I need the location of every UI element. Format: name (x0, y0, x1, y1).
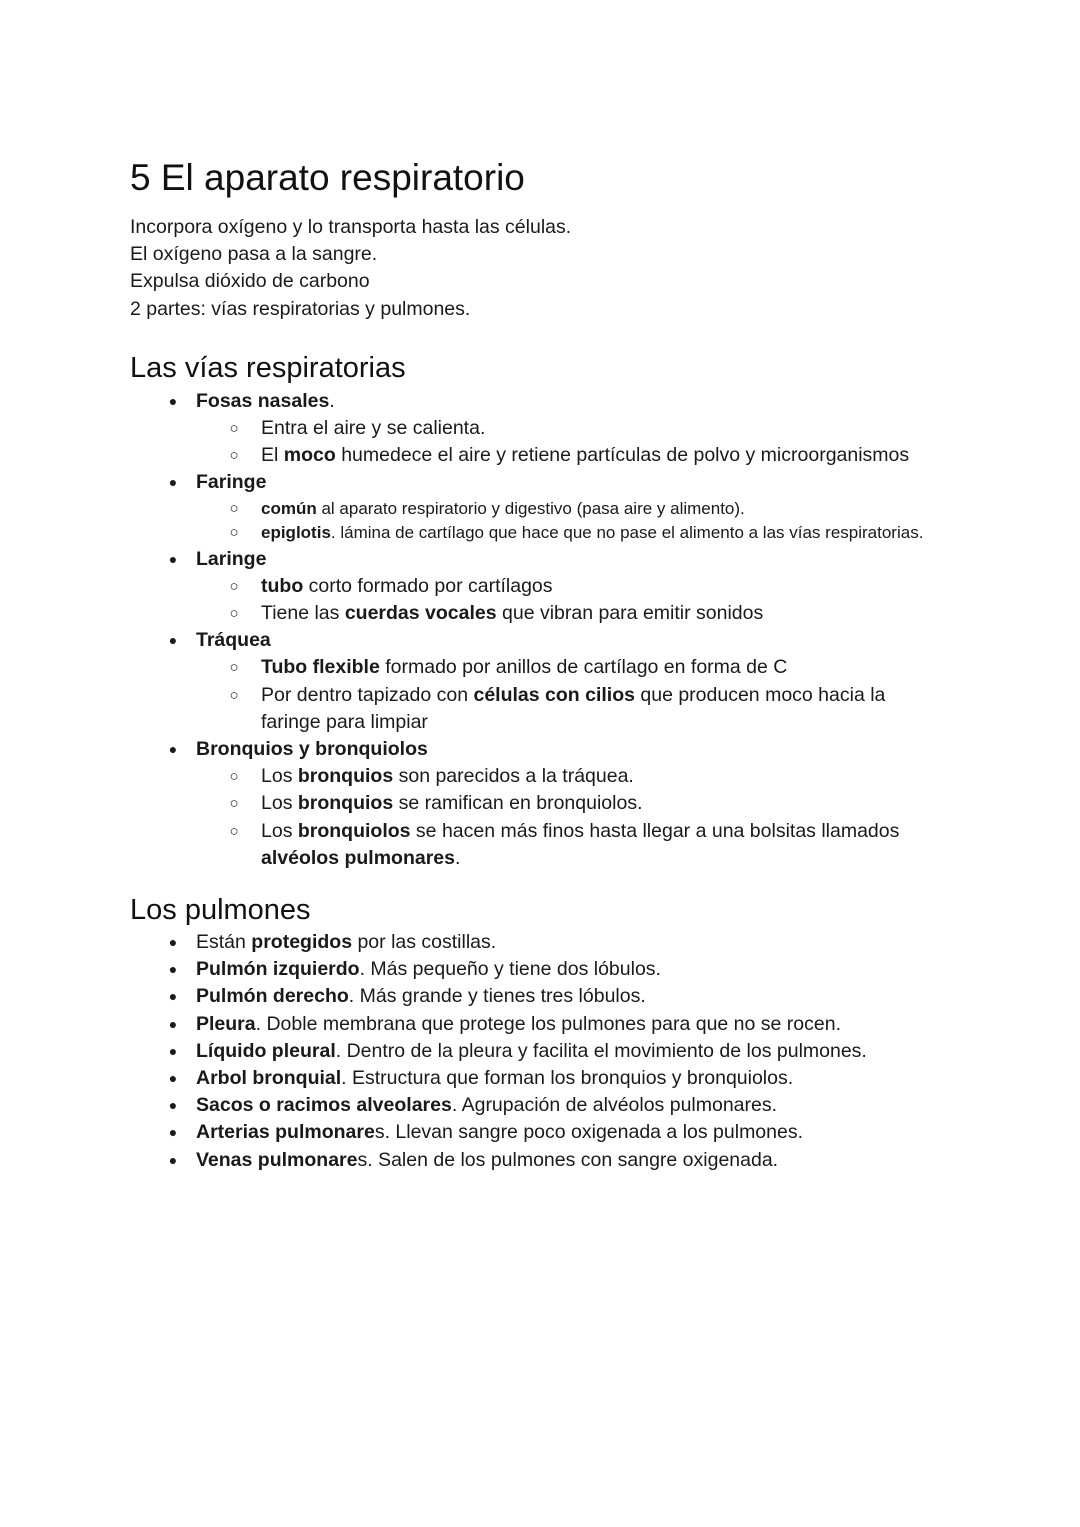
list-item-text (196, 931, 496, 953)
circle-bullet-icon: ○ (229, 447, 239, 465)
text-run: Los (261, 765, 298, 788)
bold-text: común (261, 498, 317, 518)
list-item (130, 546, 950, 628)
text-run: por las costillas. (352, 931, 497, 954)
bold-text: Tráquea (196, 629, 271, 652)
bullet-icon: ● (168, 988, 178, 1005)
text-run: Entra el aire y se calienta. (261, 417, 486, 440)
sub-list-item-text (261, 684, 885, 733)
intro-line: 2 partes: vías respiratorias y pulmones. (130, 297, 471, 320)
list-item (130, 1038, 950, 1065)
intro-line: Expulsa dióxido de carbono (130, 270, 370, 293)
text-run: . (329, 389, 335, 412)
circle-bullet-icon: ○ (229, 524, 239, 542)
bold-text: Bronquios y bronquiolos (196, 738, 428, 761)
bold-text: bronquios (297, 792, 394, 815)
bold-text: Líquido pleural (196, 1039, 336, 1062)
bold-text: Fosas nasales (196, 389, 330, 412)
list-item-text (196, 1149, 778, 1171)
circle-bullet-icon: ○ (229, 795, 239, 813)
sub-list-item-text (261, 417, 485, 439)
sub-list (196, 573, 950, 627)
bullet-icon: ● (168, 1097, 178, 1114)
bold-text: Faringe (196, 471, 267, 494)
page-title: 5 El aparato respiratorio (130, 157, 525, 198)
bullet-icon: ● (168, 474, 178, 491)
text-run: . Más pequeño y tiene dos lóbulos. (359, 958, 661, 981)
sub-list-item-text (261, 523, 923, 542)
text-run: El (261, 444, 284, 467)
list-item (130, 736, 950, 872)
circle-bullet-icon: ○ (229, 420, 239, 438)
sub-list (196, 497, 950, 546)
text-run: Los (261, 792, 298, 815)
sub-list-item-text (261, 575, 553, 597)
circle-bullet-icon: ○ (229, 768, 239, 786)
list-item (130, 469, 950, 545)
text-run: corto formado por cartílagos (303, 574, 553, 597)
bold-text: Pleura (196, 1012, 256, 1035)
text-run: que producen moco hacia la faringe para limpiar (261, 683, 886, 733)
sub-list-item (196, 415, 950, 442)
circle-bullet-icon: ○ (229, 577, 239, 595)
sub-list-item (196, 818, 950, 872)
list-item (130, 1147, 950, 1174)
sub-list-item-text (261, 765, 634, 787)
text-run: son parecidos a la tráquea. (393, 765, 634, 788)
list-item-label (196, 738, 428, 760)
text-run: . Agrupación de alvéolos pulmonares. (451, 1094, 778, 1117)
bold-text: protegidos (251, 931, 353, 954)
bullet-icon: ● (168, 961, 178, 978)
list-item-text (196, 1013, 841, 1035)
sub-list (196, 654, 950, 736)
list-item-label (196, 548, 266, 570)
circle-bullet-icon: ○ (229, 686, 239, 704)
list-item-text (196, 1121, 803, 1143)
intro-line: El oxígeno pasa a la sangre. (130, 243, 378, 266)
circle-bullet-icon: ○ (229, 822, 239, 840)
sub-list-item (196, 790, 950, 817)
text-run: Por dentro tapizado con (261, 683, 474, 706)
bold-text: Sacos o racimos alveolares (196, 1094, 452, 1117)
list-item-text (196, 1067, 793, 1089)
list-item (130, 929, 950, 956)
list-item-label (196, 390, 335, 412)
bold-text: Arbol bronquial (196, 1067, 342, 1090)
sub-list-item-text (261, 792, 643, 814)
pulmones-list (130, 929, 950, 1174)
bullet-icon: ● (168, 1042, 178, 1059)
text-run: al aparato respiratorio y digestivo (pasa aire y alimento). (316, 498, 745, 518)
list-item-text (196, 1040, 867, 1062)
sub-list-item-text (261, 444, 909, 466)
sub-list-item-text (261, 499, 745, 518)
bullet-icon: ● (168, 632, 178, 649)
sub-list-item (196, 600, 950, 627)
bold-text: Venas pulmonare (196, 1148, 358, 1171)
bullet-icon: ● (168, 1151, 178, 1168)
text-run: Están (196, 931, 252, 954)
list-item-label (196, 471, 266, 493)
list-item (130, 1065, 950, 1092)
text-run: se hacen más finos hasta llegar a una bolsitas llamados (410, 819, 900, 842)
bold-text: Arterias pulmonare (196, 1121, 375, 1144)
text-run: . Dentro de la pleura y facilita el movimiento de los pulmones. (335, 1039, 867, 1062)
bullet-icon: ● (168, 1015, 178, 1032)
sub-list (196, 763, 950, 872)
list-item (130, 983, 950, 1010)
bullet-icon: ● (168, 1124, 178, 1141)
section-heading-pulmones: Los pulmones (130, 894, 311, 927)
bullet-icon: ● (168, 934, 178, 951)
bold-text: cuerdas vocales (344, 602, 497, 625)
intro-paragraph (130, 214, 950, 323)
list-item (130, 1011, 950, 1038)
list-item-text (196, 958, 661, 980)
text-run: s. Llevan sangre poco oxigenada a los pulmones. (374, 1121, 804, 1144)
text-run: . Doble membrana que protege los pulmones para que no se rocen. (255, 1012, 841, 1035)
text-run: que vibran para emitir sonidos (496, 602, 764, 625)
bold-text: tubo (261, 574, 304, 597)
text-run: . Estructura que forman los bronquios y bronquiolos. (341, 1067, 794, 1090)
sub-list-item (196, 654, 950, 681)
bullet-icon: ● (168, 550, 178, 567)
list-item (130, 388, 950, 470)
list-item (130, 1119, 950, 1146)
bold-text: moco (283, 444, 336, 467)
bullet-icon: ● (168, 392, 178, 409)
intro-line: Incorpora oxígeno y lo transporta hasta las células. (130, 216, 572, 238)
sub-list-item (196, 497, 950, 522)
bullet-icon: ● (168, 741, 178, 758)
text-run: formado por anillos de cartílago en forma de C (379, 656, 788, 679)
text-run: . lámina de cartílago que hace que no pase el alimento a las vías respiratorias. (330, 523, 924, 543)
list-item-text (196, 1094, 777, 1116)
list-item (130, 627, 950, 736)
bold-text: Pulmón derecho (196, 985, 349, 1008)
text-run: Los (261, 819, 298, 842)
bold-text: Pulmón izquierdo (196, 958, 360, 981)
bold-text: Tubo flexible (261, 656, 380, 679)
section-heading-vias: Las vías respiratorias (130, 351, 406, 384)
sub-list-item-text (261, 602, 763, 624)
sub-list-item-text (261, 820, 899, 869)
bold-text: Laringe (196, 547, 267, 570)
circle-bullet-icon: ○ (229, 605, 239, 623)
text-run: Tiene las (261, 602, 345, 625)
text-run: s. Salen de los pulmones con sangre oxigenada. (357, 1148, 779, 1171)
bullet-icon: ● (168, 1070, 178, 1087)
sub-list-item (196, 763, 950, 790)
list-item (130, 1092, 950, 1119)
vias-list (130, 388, 950, 872)
text-run: . Más grande y tienes tres lóbulos. (348, 985, 646, 1008)
sub-list-item (196, 442, 950, 469)
text-run: . (454, 846, 461, 869)
sub-list-item (196, 682, 950, 736)
bold-text: epiglotis (261, 523, 331, 543)
bold-text: bronquios (297, 765, 394, 788)
list-item (130, 956, 950, 983)
circle-bullet-icon: ○ (229, 659, 239, 677)
circle-bullet-icon: ○ (229, 499, 239, 517)
document-page (130, 150, 950, 1174)
sub-list (196, 415, 950, 469)
sub-list-item (196, 573, 950, 600)
text-run: se ramifican en bronquiolos. (393, 792, 643, 815)
bold-text: bronquiolos (297, 819, 411, 842)
list-item-label (196, 629, 271, 651)
sub-list-item (196, 521, 950, 546)
text-run: humedece el aire y retiene partículas de polvo y microorganismos (335, 444, 910, 467)
sub-list-item-text (261, 656, 787, 678)
bold-text: alvéolos pulmonares (261, 846, 455, 869)
bold-text: células con cilios (473, 683, 635, 706)
list-item-text (196, 985, 646, 1007)
